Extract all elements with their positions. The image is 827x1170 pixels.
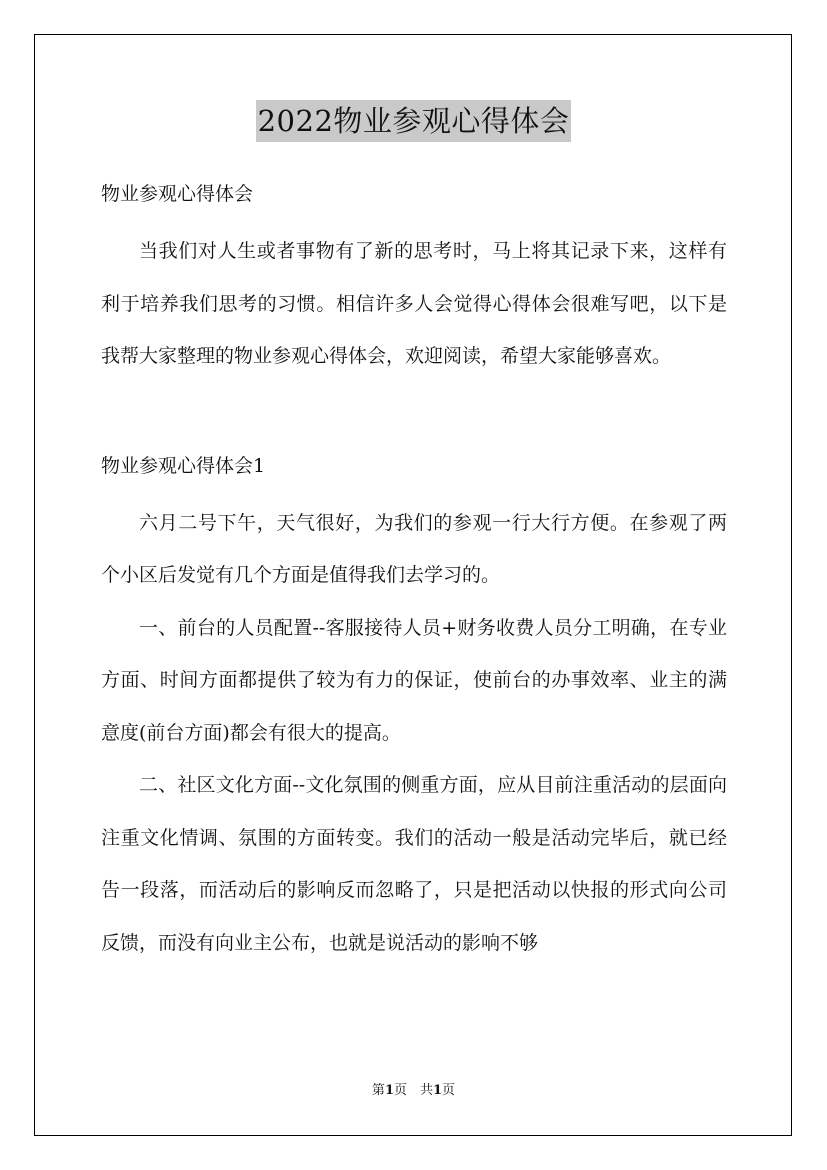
document-title: 2022物业参观心得体会 xyxy=(256,100,572,142)
section-spacer xyxy=(101,383,727,445)
title-container xyxy=(0,100,827,142)
section-heading: 物业参观心得体会1 xyxy=(101,454,266,477)
footer-page-prefix: 第 xyxy=(371,1083,385,1098)
intro-heading: 物业参观心得体会 xyxy=(101,183,254,205)
intro-paragraph: 当我们对人生或者事物有了新的思考时，马上将其记录下来，这样有利于培养我们思考的习惯。相信许多人会觉得心得体会很难写吧，以下是我帮大家整理的物业参观心得体会，欢迎阅读，希望大家能够喜欢。 xyxy=(101,240,727,367)
footer-page-total: 1 xyxy=(433,1083,443,1098)
footer-page-mid: 页 共 xyxy=(393,1083,433,1098)
body-paragraph: 二、社区文化方面--文化氛围的侧重方面，应从目前注重活动的层面向注重文化情调、氛围的方面转变。我们的活动一般是活动完毕后，就已经告一段落，而活动后的影响反而忽略了，只是把活动以快报的形式向公司反馈，而没有向业主公布，也就是说活动的影响不够 xyxy=(101,774,727,954)
footer-page-suffix: 页 xyxy=(442,1083,456,1098)
page-footer xyxy=(0,1082,827,1100)
body-paragraph: 六月二号下午，天气很好，为我们的参观一行大行方便。在参观了两个小区后发觉有几个方面是值得我们去学习的。 xyxy=(101,511,727,586)
document-body xyxy=(101,173,727,969)
footer-page-current: 1 xyxy=(384,1083,394,1098)
body-paragraph: 一、前台的人员配置--客服接待人员+财务收费人员分工明确，在专业方面、时间方面都提供了较为有力的保证，使前台的办事效率、业主的满意度(前台方面)都会有很大的提高。 xyxy=(101,616,727,744)
